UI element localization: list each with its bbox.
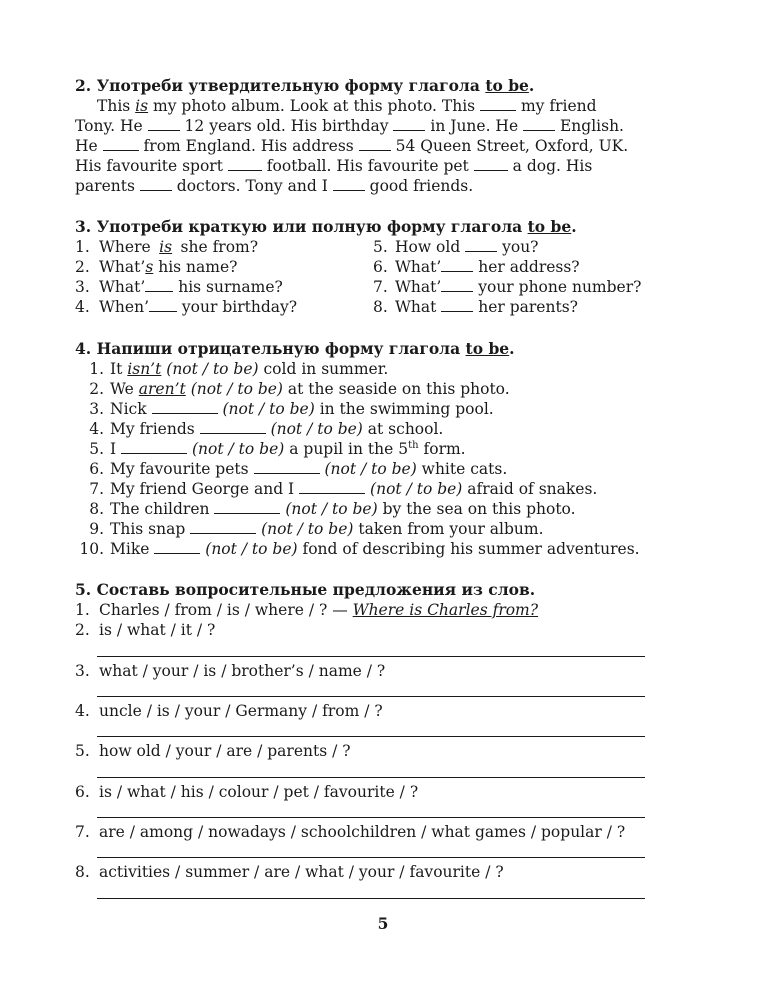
blank-line xyxy=(149,298,177,312)
item-number: 1. xyxy=(89,360,104,378)
text-fragment: (not / to be) xyxy=(192,440,285,458)
text-fragment: Where xyxy=(99,238,156,256)
ex3-item-8 xyxy=(373,297,578,317)
text-fragment: My favourite pets xyxy=(110,460,254,478)
ex2-line-1 xyxy=(97,96,597,116)
text-fragment: His favourite sport xyxy=(75,157,228,175)
ex4-item-2 xyxy=(75,379,510,399)
answer-text: is xyxy=(159,238,173,256)
ex4-item-7 xyxy=(75,479,597,499)
item-number: 8. xyxy=(75,863,90,881)
text-fragment: you? xyxy=(497,238,539,256)
text-fragment: What xyxy=(395,298,442,316)
item-number: 7. xyxy=(89,480,104,498)
blank-line xyxy=(523,117,555,131)
item-number: 3. xyxy=(75,278,90,296)
ex2-line-5 xyxy=(75,176,473,196)
text-fragment: your phone number? xyxy=(473,278,642,296)
item-number: 7. xyxy=(75,823,90,841)
text-fragment: form. xyxy=(418,440,466,458)
text-fragment: (not / to be) xyxy=(285,500,378,518)
item-number: 2. xyxy=(89,380,104,398)
item-number: 4. xyxy=(89,420,104,438)
text-fragment: (not / to be) xyxy=(222,400,315,418)
blank-line xyxy=(103,137,139,151)
text-fragment: (not / to be) xyxy=(205,540,298,558)
ex2-line-3 xyxy=(75,136,628,156)
text-fragment: My friends xyxy=(110,420,200,438)
ex5-item-3 xyxy=(75,661,385,681)
blank-line xyxy=(145,278,173,292)
item-number: 2. xyxy=(75,258,90,276)
text-fragment: his name? xyxy=(153,258,238,276)
item-number: 9. xyxy=(89,520,104,538)
item-number: 6. xyxy=(373,258,388,276)
answer-text: s xyxy=(145,258,154,276)
text-fragment: Tony. He xyxy=(75,117,148,135)
item-number: 8. xyxy=(89,500,104,518)
blank-line xyxy=(359,137,391,151)
blank-line xyxy=(333,177,365,191)
item-number: 5. xyxy=(89,440,104,458)
item-number: 6. xyxy=(89,460,104,478)
item-number: 5. xyxy=(373,238,388,256)
exercise-keyword: to be xyxy=(485,76,529,95)
ex5-item-5 xyxy=(75,741,351,761)
text-fragment: My friend George and I xyxy=(110,480,300,498)
text-fragment: she from? xyxy=(175,238,259,256)
ex5-item-8 xyxy=(75,862,504,882)
text-fragment: th xyxy=(408,439,419,451)
text-fragment: The children xyxy=(110,500,215,518)
text-fragment: by the sea on this photo. xyxy=(377,500,576,518)
text-fragment: This xyxy=(97,97,136,115)
text-fragment: is / what / his / colour / pet / favourite / ? xyxy=(99,783,419,801)
text-fragment: his surname? xyxy=(173,278,283,296)
ex5-item-2 xyxy=(75,620,215,640)
ex5-item-7 xyxy=(75,822,625,842)
text-fragment: 54 Queen Street, Oxford, UK. xyxy=(390,137,629,155)
ex4-item-1 xyxy=(75,359,388,379)
blank-line xyxy=(140,177,172,191)
text-fragment: (not / to be) xyxy=(270,420,363,438)
item-number: 10. xyxy=(79,540,104,558)
ex4-item-3 xyxy=(75,399,494,419)
ex5-item-6 xyxy=(75,782,418,802)
exercise-5-heading: 5. Составь вопросительные предложения из слов. xyxy=(75,580,536,599)
item-number: 7. xyxy=(373,278,388,296)
text-fragment: her address? xyxy=(473,258,580,276)
ex4-item-9 xyxy=(75,519,544,539)
text-fragment: are / among / nowadays / schoolchildren / what games / popular / ? xyxy=(99,823,626,841)
item-number: 6. xyxy=(75,783,90,801)
text-fragment: Charles / from / is / where / ? — xyxy=(99,601,353,619)
text-fragment: (not / to be) xyxy=(324,460,417,478)
blank-line xyxy=(393,117,425,131)
blank-line xyxy=(254,460,320,474)
blank-line xyxy=(228,157,262,171)
text-fragment: He xyxy=(75,137,103,155)
ex3-item-7 xyxy=(373,277,641,297)
item-number: 3. xyxy=(89,400,104,418)
ex5-item-1 xyxy=(75,600,538,620)
text-fragment: Mike xyxy=(110,540,155,558)
answer-text: isn’t xyxy=(127,360,162,378)
ex4-item-4 xyxy=(75,419,443,439)
item-number: 4. xyxy=(75,702,90,720)
ex4-item-6 xyxy=(75,459,507,479)
text-fragment: When’ xyxy=(99,298,149,316)
answer-text: Where is Charles from? xyxy=(352,601,539,619)
answer-text: is xyxy=(135,97,149,115)
ex3-item-4 xyxy=(75,297,297,317)
text-fragment: uncle / is / your / Germany / from / ? xyxy=(99,702,383,720)
text-fragment: good friends. xyxy=(364,177,474,195)
text-fragment: football. His favourite pet xyxy=(261,157,474,175)
exercise-title: Употреби утвердительную форму глагола xyxy=(96,76,480,95)
text-fragment: afraid of snakes. xyxy=(462,480,598,498)
text-fragment: a pupil in the 5 xyxy=(284,440,409,458)
text-fragment: her parents? xyxy=(473,298,578,316)
item-number: 2. xyxy=(75,621,90,639)
blank-line xyxy=(190,520,256,534)
answer-line xyxy=(97,898,645,899)
text-fragment: doctors. Tony and I xyxy=(171,177,333,195)
text-fragment: taken from your album. xyxy=(353,520,544,538)
answer-line xyxy=(97,696,645,697)
text-fragment: English. xyxy=(555,117,624,135)
answer-line xyxy=(97,817,645,818)
item-number: 1. xyxy=(75,601,90,619)
blank-line xyxy=(154,540,200,554)
blank-line xyxy=(152,400,218,414)
ex3-item-6 xyxy=(373,257,580,277)
item-number: 4. xyxy=(75,298,90,316)
ex4-item-5 xyxy=(75,439,466,459)
text-fragment: is / what / it / ? xyxy=(99,621,216,639)
text-fragment: (not / to be) xyxy=(261,520,354,538)
ex5-item-4 xyxy=(75,701,383,721)
text-fragment: (not / to be) xyxy=(166,360,259,378)
blank-line xyxy=(441,258,473,272)
text-fragment: Nick xyxy=(110,400,152,418)
text-fragment: a dog. His xyxy=(507,157,593,175)
text-fragment: my photo album. Look at this photo. This xyxy=(148,97,481,115)
blank-line xyxy=(214,500,280,514)
text-fragment: from England. His address xyxy=(138,137,359,155)
text-fragment: your birthday? xyxy=(177,298,298,316)
text-fragment: in the swimming pool. xyxy=(314,400,494,418)
ex2-line-4 xyxy=(75,156,592,176)
text-fragment: What’ xyxy=(99,258,146,276)
text-fragment: This snap xyxy=(110,520,191,538)
ex4-item-10 xyxy=(75,539,640,559)
answer-line xyxy=(97,777,645,778)
blank-line xyxy=(121,440,187,454)
page-number: 5 xyxy=(377,914,389,933)
text-fragment: parents xyxy=(75,177,140,195)
text-fragment: We xyxy=(110,380,139,398)
ex4-item-8 xyxy=(75,499,576,519)
ex3-item-5 xyxy=(373,237,539,257)
exercise-number: 2. xyxy=(75,76,92,95)
ex3-item-1 xyxy=(75,237,258,257)
text-fragment: at school. xyxy=(362,420,444,438)
text-fragment: fond of describing his summer adventures. xyxy=(297,540,640,558)
ex3-item-3 xyxy=(75,277,283,297)
text-fragment: activities / summer / are / what / your / favourite / ? xyxy=(99,863,504,881)
text-fragment: how old / your / are / parents / ? xyxy=(99,742,351,760)
item-number: 3. xyxy=(75,662,90,680)
text-fragment: It xyxy=(110,360,128,378)
text-fragment: what / your / is / brother’s / name / ? xyxy=(99,662,386,680)
text-fragment: What’ xyxy=(395,258,442,276)
text-fragment: (not / to be) xyxy=(370,480,463,498)
blank-line xyxy=(299,480,365,494)
answer-text: aren’t xyxy=(138,380,186,398)
ex2-line-2 xyxy=(75,116,624,136)
text-fragment: my friend xyxy=(516,97,597,115)
ex3-item-2 xyxy=(75,257,237,277)
item-number: 8. xyxy=(373,298,388,316)
text-fragment: I xyxy=(110,440,122,458)
text-fragment: What’ xyxy=(395,278,442,296)
text-fragment: What’ xyxy=(99,278,146,296)
item-number: 1. xyxy=(75,238,90,256)
text-fragment: cold in summer. xyxy=(258,360,389,378)
blank-line xyxy=(465,238,497,252)
blank-line xyxy=(200,420,266,434)
blank-line xyxy=(474,157,508,171)
blank-line xyxy=(441,278,473,292)
text-fragment: 12 years old. His birthday xyxy=(179,117,394,135)
blank-line xyxy=(441,298,473,312)
text-fragment: How old xyxy=(395,238,466,256)
answer-line xyxy=(97,736,645,737)
blank-line xyxy=(148,117,180,131)
exercise-4-heading: 4. Напиши отрицательную форму глагола to be. xyxy=(75,339,515,358)
answer-line xyxy=(97,857,645,858)
item-number: 5. xyxy=(75,742,90,760)
text-fragment: at the seaside on this photo. xyxy=(282,380,510,398)
blank-line xyxy=(480,97,516,111)
answer-line xyxy=(97,656,645,657)
text-fragment: white cats. xyxy=(416,460,508,478)
text-fragment: in June. He xyxy=(425,117,524,135)
exercise-3-heading: 3. Употреби краткую или полную форму глагола to be. xyxy=(75,217,577,236)
exercise-2-heading: 2. Употреби утвердительную форму глагола to be. xyxy=(75,76,535,95)
text-fragment: (not / to be) xyxy=(190,380,283,398)
